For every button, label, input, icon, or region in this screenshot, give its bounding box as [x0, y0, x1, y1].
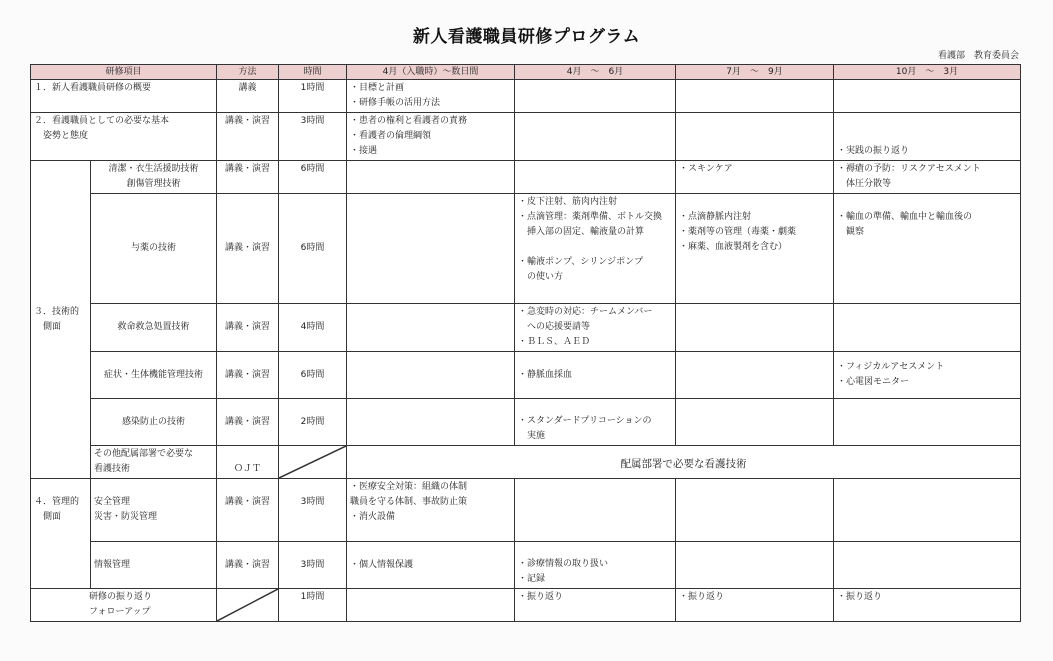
review-period-3: ・振り返り: [676, 589, 834, 622]
skills-time: 4時間: [279, 304, 347, 352]
skills-method-ojt: ＯＪＴ: [217, 446, 279, 479]
table-row: [31, 161, 1021, 194]
header-time: 時間: [279, 65, 347, 80]
mgmt-method: 講義・演習: [217, 479, 279, 542]
skills-category: ３．技術的 側面: [31, 161, 91, 479]
skills-item-vitals: 症状・生体機能管理技術: [91, 352, 217, 399]
skills-hygiene-period-4: ・褥瘡の予防：リスクアセスメント 体圧分散等: [834, 161, 1021, 194]
row1-method: 講義: [217, 80, 279, 113]
skills-emergency-period-2: ・急変時の対応：チームメンバー への応援要請等 ・ＢＬＳ、ＡＥＤ: [515, 304, 676, 352]
page-title: 新人看護職員研修プログラム: [412, 27, 641, 47]
table-header-row: [31, 65, 1021, 80]
mgmt-info-period-1: ・個人情報保護: [347, 542, 515, 589]
mgmt-time: 3時間: [279, 479, 347, 542]
skills-medication-period-4: ・輸血の準備、輸血中と輸血後の 観察: [834, 194, 1021, 304]
skills-medication-period-2: ・皮下注射、筋肉内注射 ・点滴管理：薬剤準備、ボトル交換 挿入部の固定、輸液量の計算 ・輸液ポンプ、シリンジポンプ の使い方: [515, 194, 676, 304]
review-period-2: ・振り返り: [515, 589, 676, 622]
mgmt-category: ４．管理的 側面: [31, 479, 91, 589]
mgmt-info-period-2: ・診療情報の取り扱い ・記録: [515, 542, 676, 589]
header-period-2: 4月 ～ 6月: [515, 65, 676, 80]
skills-item-other: その他配属部署で必要な 看護技術: [91, 446, 217, 479]
table-row: [31, 194, 1021, 304]
skills-item-hygiene: 清潔・衣生活援助技術 創傷管理技術: [91, 161, 217, 194]
table-row: [31, 542, 1021, 589]
review-item: 研修の振り返り フォローアップ: [31, 589, 217, 622]
skills-method: 講義・演習: [217, 352, 279, 399]
table-row: [31, 304, 1021, 352]
skills-method: 講義・演習: [217, 304, 279, 352]
table-row: [31, 352, 1021, 399]
mgmt-time: 3時間: [279, 542, 347, 589]
skills-time: 6時間: [279, 161, 347, 194]
header-item: 研修項目: [31, 65, 217, 80]
skills-method: 講義・演習: [217, 194, 279, 304]
mgmt-safety-period-1: ・医療安全対策：組織の体制 職員を守る体制、事故防止策 ・消火設備: [347, 479, 515, 542]
skills-time: 6時間: [279, 352, 347, 399]
header-method: 方法: [217, 65, 279, 80]
row1-period-1: ・目標と計画 ・研修手帳の活用方法: [347, 80, 515, 113]
skills-vitals-period-2: ・静脈血採血: [515, 352, 676, 399]
diagonal-blank-cell: [279, 446, 347, 479]
row2-time: 3時間: [279, 113, 347, 161]
header-period-1: 4月（入職時）～数日間: [347, 65, 515, 80]
skills-method: 講義・演習: [217, 161, 279, 194]
training-program-table: [30, 64, 1021, 622]
skills-infection-period-2: ・スタンダードプリコーションの 実施: [515, 399, 676, 446]
row2-item: ２．看護職員としての必要な基本 姿勢と態度: [31, 113, 217, 161]
table-row: [31, 399, 1021, 446]
review-period-4: ・振り返り: [834, 589, 1021, 622]
header-period-4: 10月 ～ 3月: [834, 65, 1021, 80]
skills-method: 講義・演習: [217, 399, 279, 446]
department-label: 看護部 教育委員会: [937, 51, 1019, 61]
table-row: [31, 446, 1021, 479]
table-row: [31, 589, 1021, 622]
mgmt-method: 講義・演習: [217, 542, 279, 589]
row1-item: １．新人看護職員研修の概要: [31, 80, 217, 113]
skills-vitals-period-4: ・フィジカルアセスメント ・心電図モニター: [834, 352, 1021, 399]
mgmt-item-safety: 安全管理 災害・防災管理: [91, 479, 217, 542]
diagonal-blank-cell: [217, 589, 279, 622]
skills-item-emergency: 救命救急処置技術: [91, 304, 217, 352]
table-row: [31, 80, 1021, 113]
skills-item-medication: 与薬の技術: [91, 194, 217, 304]
skills-item-infection: 感染防止の技術: [91, 399, 217, 446]
table-row: [31, 113, 1021, 161]
header-period-3: 7月 ～ 9月: [676, 65, 834, 80]
review-time: 1時間: [279, 589, 347, 622]
row2-method: 講義・演習: [217, 113, 279, 161]
row2-period-1: ・患者の権利と看護者の責務 ・看護者の倫理綱領 ・接遇: [347, 113, 515, 161]
skills-other-merged: 配属部署で必要な看護技術: [347, 446, 1021, 479]
row1-time: 1時間: [279, 80, 347, 113]
row2-period-4: ・実践の振り返り: [834, 113, 1021, 161]
skills-medication-period-3: ・点滴静脈内注射 ・薬剤等の管理（毒薬・劇薬 ・麻薬、血液製剤を含む）: [676, 194, 834, 304]
mgmt-item-info: 情報管理: [91, 542, 217, 589]
table-row: [31, 479, 1021, 542]
skills-hygiene-period-3: ・スキンケア: [676, 161, 834, 194]
skills-time: 2時間: [279, 399, 347, 446]
skills-time: 6時間: [279, 194, 347, 304]
